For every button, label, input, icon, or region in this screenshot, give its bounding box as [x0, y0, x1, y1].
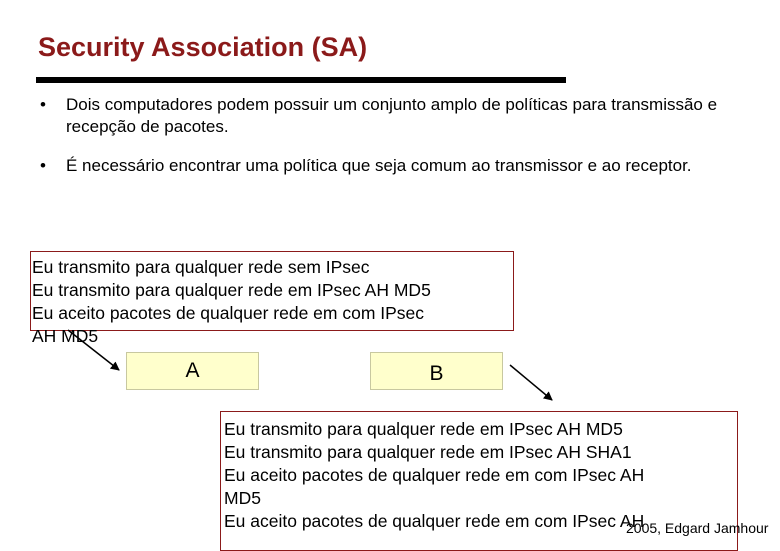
- bullet-text-1: Dois computadores podem possuir um conjunto amplo de políticas para transmissão e recepção de pacotes.: [66, 95, 718, 136]
- policy-b-line-1: Eu transmito para qualquer rede em IPsec AH MD5: [224, 419, 623, 439]
- policy-b-line-4: MD5: [224, 488, 261, 508]
- slide-title: Security Association (SA): [38, 32, 368, 62]
- bullet-marker: •: [40, 95, 46, 114]
- computer-b-box: B: [370, 352, 503, 390]
- computer-a-box: A: [126, 352, 259, 390]
- footer-credit: 2005, Edgard Jamhour: [626, 520, 769, 536]
- policy-b-line-2: Eu transmito para qualquer rede em IPsec AH SHA1: [224, 442, 632, 462]
- arrow-a-policy-to-computer: [68, 330, 119, 370]
- bullet-text-2: É necessário encontrar uma política que seja comum ao transmissor e ao receptor.: [66, 156, 692, 175]
- arrow-b-computer-to-policy: [510, 365, 552, 400]
- policy-b-line-5: Eu aceito pacotes de qualquer rede em com IPsec AH: [224, 511, 645, 531]
- policy-a-line-2: Eu transmito para qualquer rede em IPsec AH MD5: [32, 280, 431, 300]
- policy-a-line-3: Eu aceito pacotes de qualquer rede em com IPsec: [32, 303, 425, 323]
- policy-a-line-1: Eu transmito para qualquer rede sem IPsec: [32, 257, 370, 277]
- bullet-marker: •: [40, 156, 46, 175]
- policy-b-line-3: Eu aceito pacotes de qualquer rede em com IPsec AH: [224, 465, 645, 485]
- policy-a-line-4: AH MD5: [32, 326, 99, 346]
